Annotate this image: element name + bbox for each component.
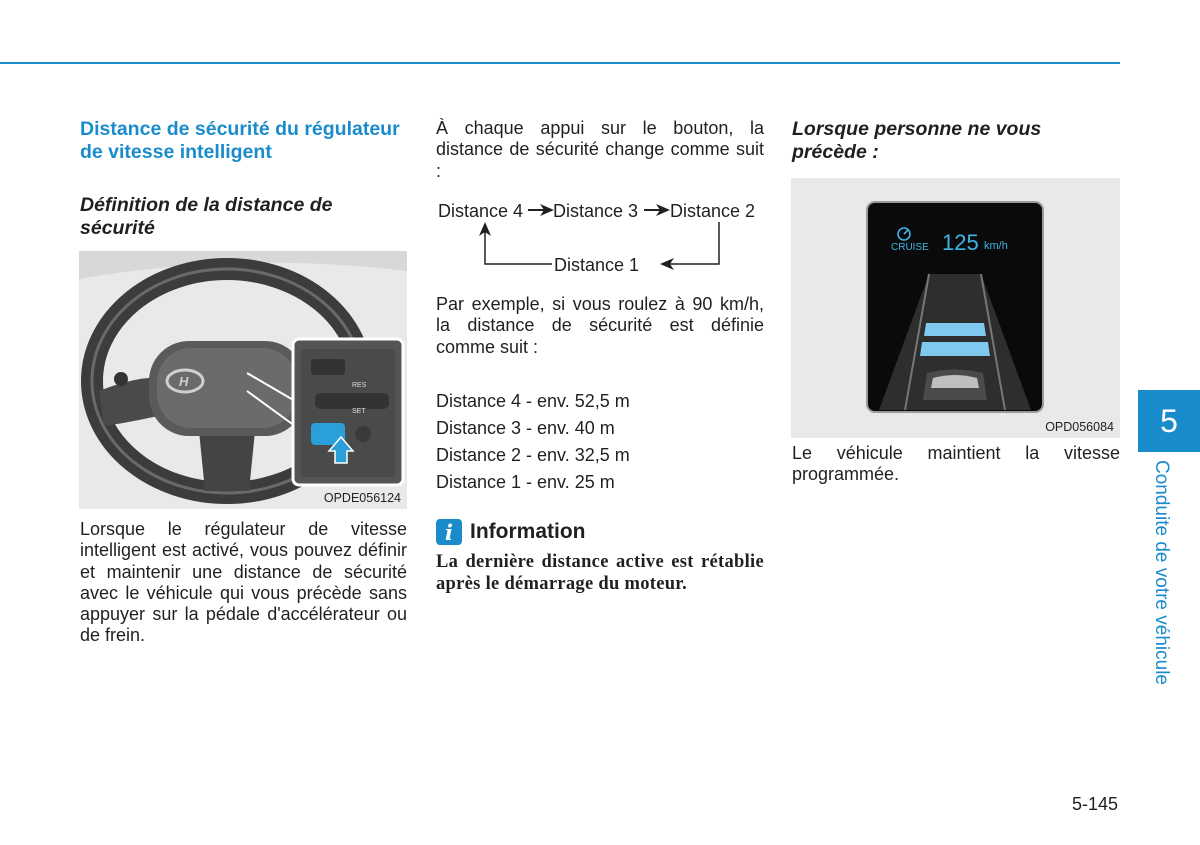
intro-paragraph: Lorsque le régulateur de vitesse intelligent est activé, vous pouvez définir et maintenir une distance de sécurité avec le véhicule qui vous précède sans appuyer sur la pédale d'accélérateur ou de frein. <box>80 519 407 646</box>
chapter-title-text: Conduite de votre véhicule <box>1151 460 1172 685</box>
subheading-definition: Définition de la distance de sécurité <box>80 194 333 239</box>
button-press-paragraph: À chaque appui sur le bouton, la distance de sécurité change comme suit : <box>436 118 764 181</box>
chapter-title <box>1150 460 1180 685</box>
information-heading <box>436 519 586 545</box>
info-icon: i <box>436 519 462 545</box>
distance-list-item: Distance 4 - env. 52,5 m <box>436 391 630 411</box>
distance-list-item: Distance 2 - env. 32,5 m <box>436 445 630 465</box>
distance-2-label: Distance 2 <box>670 201 756 221</box>
section-heading: Distance de sécurité du régulateur de vitesse intelligent <box>80 118 400 163</box>
subheading-no-vehicle: Lorsque personne ne vous précède : <box>792 118 1042 163</box>
distance-list-item: Distance 1 - env. 25 m <box>436 472 615 492</box>
distance-list-item: Distance 3 - env. 40 m <box>436 418 615 438</box>
page-number: 5-145 <box>1071 794 1118 814</box>
information-text: La dernière distance active est rétablie après le démarrage du moteur. <box>436 552 764 594</box>
chapter-number-tab: 5 <box>1138 390 1200 452</box>
distance-4-label: Distance 4 <box>438 201 524 221</box>
information-title: Information <box>470 520 586 543</box>
maintain-speed-paragraph: Le véhicule maintient la vitesse programmée. <box>792 443 1120 485</box>
steering-wheel-image <box>79 251 407 509</box>
distance-1-label: Distance 1 <box>554 255 640 275</box>
svg-text:H: H <box>179 374 189 389</box>
example-paragraph: Par exemple, si vous roulez à 90 km/h, la distance de sécurité est définie comme suit : <box>436 294 764 357</box>
steering-wheel-illustration <box>79 251 407 509</box>
distance-3-label: Distance 3 <box>553 201 639 221</box>
top-rule <box>0 62 1120 64</box>
distance-cycle-diagram <box>436 196 766 280</box>
cluster-display-image <box>791 178 1120 438</box>
set-label: SET <box>352 408 366 415</box>
res-label: RES <box>352 382 367 389</box>
cluster-display-illustration <box>791 178 1120 438</box>
speed-unit: km/h <box>984 240 1008 252</box>
image-caption-right: OPD056084 <box>1045 420 1114 434</box>
cruise-label: CRUISE <box>891 242 929 253</box>
set-speed-value: 125 <box>942 230 979 255</box>
image-caption-left: OPDE056124 <box>323 491 401 505</box>
